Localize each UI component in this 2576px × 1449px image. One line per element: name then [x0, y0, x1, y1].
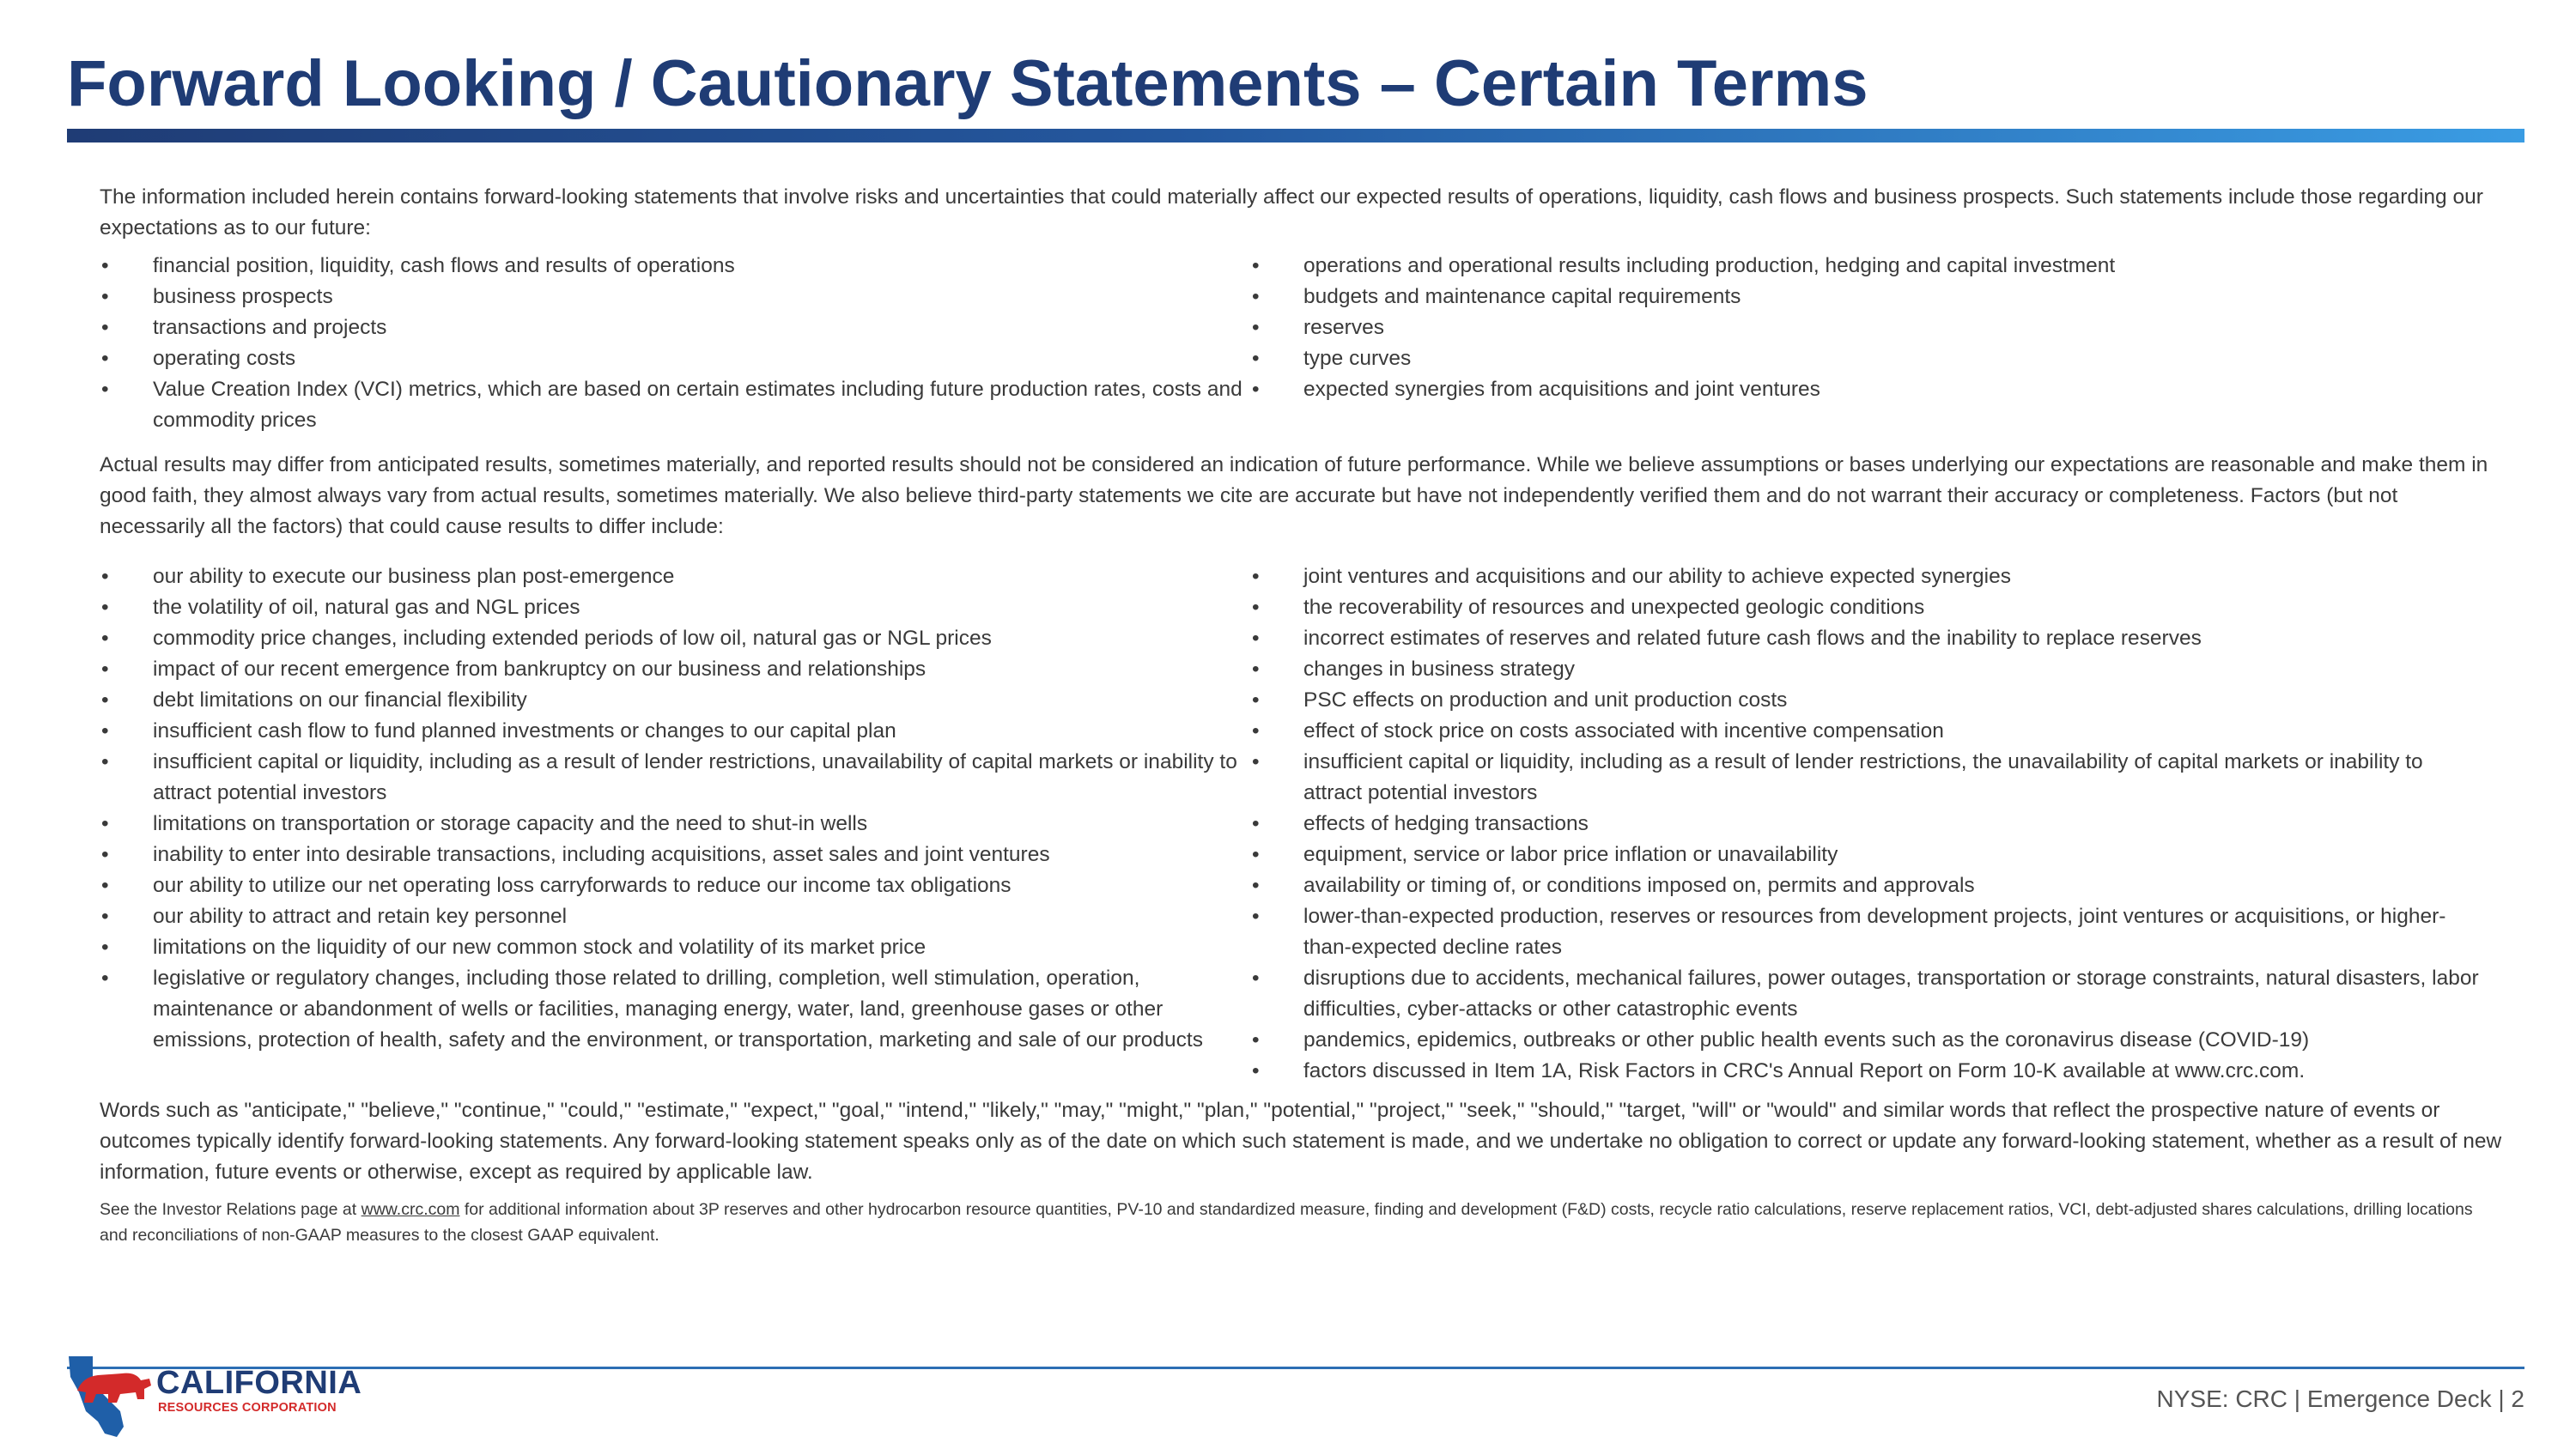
- bullet-item: • debt limitations on our financial flexibility: [100, 685, 1250, 716]
- risk-factors-list: [100, 561, 2504, 1087]
- title-underline: [67, 129, 2524, 142]
- words-such-as-paragraph: Words such as "anticipate," "believe," "continue," "could," "estimate," "expect," "goal," "intend," "likely," "may," "might," "plan," "potential," "project," "seek," "should," "target, "will" or "would" and similar words that reflect the prospective nature of events or outcomes typically identify forward-looking statements. Any forward-looking statement speaks only as of the date on which such statement is made, and we undertake no obligation to correct or update any forward-looking statement, whether as a result of new information, future events or otherwise, except as required by applicable law.: [100, 1099, 2502, 1184]
- bullet-item: • pandemics, epidemics, outbreaks or other public health events such as the coronavirus disease (COVID-19): [1250, 1025, 2487, 1056]
- bullet-item: • transactions and projects: [100, 312, 1250, 343]
- footnote-link[interactable]: www.crc.com: [361, 1200, 460, 1219]
- footer-page-info: NYSE: CRC | Emergence Deck | 2: [2156, 1385, 2524, 1412]
- california-bear-icon: [67, 1355, 156, 1440]
- bullet-item: • inability to enter into desirable transactions, including acquisitions, asset sales and joint ventures: [100, 840, 1250, 870]
- factors-list-left: [100, 561, 1250, 1087]
- footnote-prefix: See the Investor Relations page at: [100, 1200, 361, 1219]
- logo-subtitle: RESOURCES CORPORATION: [158, 1401, 337, 1415]
- bullet-item: • expected synergies from acquisitions and joint ventures: [1250, 374, 2487, 405]
- bullet-item: • type curves: [1250, 343, 2487, 374]
- bullet-item: • changes in business strategy: [1250, 654, 2487, 685]
- bullet-item: • equipment, service or labor price inflation or unavailability: [1250, 840, 2487, 870]
- bullet-item: • insufficient capital or liquidity, including as a result of lender restrictions, unavailability of capital markets or inability to attract potential investors: [100, 747, 1250, 809]
- bullet-item: • reserves: [1250, 312, 2487, 343]
- bullet-item: • business prospects: [100, 282, 1250, 312]
- bullet-item: • impact of our recent emergence from bankruptcy on our business and relationships: [100, 654, 1250, 685]
- future-list-left: [100, 251, 1250, 436]
- bullet-item: • the recoverability of resources and unexpected geologic conditions: [1250, 592, 2487, 623]
- bullet-item: • factors discussed in Item 1A, Risk Factors in CRC's Annual Report on Form 10-K available at www.crc.com.: [1250, 1056, 2487, 1087]
- bullet-item: • operations and operational results including production, hedging and capital investment: [1250, 251, 2487, 282]
- future-expectations-list: [100, 251, 2504, 436]
- bullet-item: • the volatility of oil, natural gas and NGL prices: [100, 592, 1250, 623]
- bullet-item: • disruptions due to accidents, mechanical failures, power outages, transportation or storage constraints, natural disasters, labor difficulties, cyber-attacks or other catastrophic events: [1250, 963, 2487, 1025]
- bullet-item: • incorrect estimates of reserves and related future cash flows and the inability to replace reserves: [1250, 623, 2487, 654]
- bullet-item: • legislative or regulatory changes, including those related to drilling, completion, well stimulation, operation, maintenance or abandonment of wells or facilities, managing energy, water, land, greenhouse gases or other emissions, protection of health, safety and the environment, or transportation, marketing and sale of our products: [100, 963, 1250, 1056]
- footer-rule: [67, 1367, 2524, 1369]
- footnote: [100, 1197, 2504, 1248]
- bullet-item: • insufficient capital or liquidity, including as a result of lender restrictions, the unavailability of capital markets or inability to attract potential investors: [1250, 747, 2487, 809]
- bullet-item: • availability or timing of, or conditions imposed on, permits and approvals: [1250, 870, 2487, 901]
- actual-results-paragraph: Actual results may differ from anticipated results, sometimes materially, and reported results should not be considered an indication of future performance. While we believe assumptions or bases underlying our expectations are reasonable and make them in good faith, they almost always vary from actual results, sometimes materially. We also believe third-party statements we cite are accurate but have not independently verified them and do not warrant their accuracy or completeness. Factors (but not necessarily all the factors) that could cause results to differ include:: [100, 453, 2488, 538]
- factors-list-right: [1250, 561, 2487, 1087]
- bullet-item: • lower-than-expected production, reserves or resources from development projects, joint ventures or acquisitions, or higher-than-expected decline rates: [1250, 901, 2487, 963]
- company-logo: [67, 1355, 376, 1440]
- bullet-item: • effects of hedging transactions: [1250, 809, 2487, 840]
- bullet-item: • joint ventures and acquisitions and our ability to achieve expected synergies: [1250, 561, 2487, 592]
- bullet-item: • financial position, liquidity, cash flows and results of operations: [100, 251, 1250, 282]
- bullet-item: • limitations on transportation or storage capacity and the need to shut-in wells: [100, 809, 1250, 840]
- intro-paragraph: The information included herein contains forward-looking statements that involve risks and uncertainties that could materially affect our expected results of operations, liquidity, cash flows and business prospects. Such statements include those regarding our expectations as to our future:: [100, 185, 2483, 239]
- bullet-item: • limitations on the liquidity of our new common stock and volatility of its market price: [100, 932, 1250, 963]
- logo-wordmark: CALIFORNIA: [156, 1365, 362, 1401]
- footnote-suffix: for additional information about 3P reserves and other hydrocarbon resource quantities, PV-10 and standardized measure, finding and development (F&D) costs, recycle ratio calculations, reserve replacement ratios, VCI, debt-adjusted shares calculations, drilling locations and reconciliations of non-GAAP measures to the closest GAAP equivalent.: [100, 1200, 2473, 1245]
- bullet-item: • budgets and maintenance capital requirements: [1250, 282, 2487, 312]
- bullet-item: • our ability to attract and retain key personnel: [100, 901, 1250, 932]
- bullet-item: • effect of stock price on costs associated with incentive compensation: [1250, 716, 2487, 747]
- slide-body: [100, 182, 2504, 1248]
- bullet-item: • operating costs: [100, 343, 1250, 374]
- bullet-item: • commodity price changes, including extended periods of low oil, natural gas or NGL prices: [100, 623, 1250, 654]
- bullet-item: • our ability to execute our business plan post-emergence: [100, 561, 1250, 592]
- bullet-item: • PSC effects on production and unit production costs: [1250, 685, 2487, 716]
- page-title: Forward Looking / Cautionary Statements – Certain Terms: [67, 47, 1868, 120]
- future-list-right: [1250, 251, 2487, 436]
- bullet-item: • our ability to utilize our net operating loss carryforwards to reduce our income tax obligations: [100, 870, 1250, 901]
- bullet-item: • insufficient cash flow to fund planned investments or changes to our capital plan: [100, 716, 1250, 747]
- bullet-item: • Value Creation Index (VCI) metrics, which are based on certain estimates including future production rates, costs and commodity prices: [100, 374, 1250, 436]
